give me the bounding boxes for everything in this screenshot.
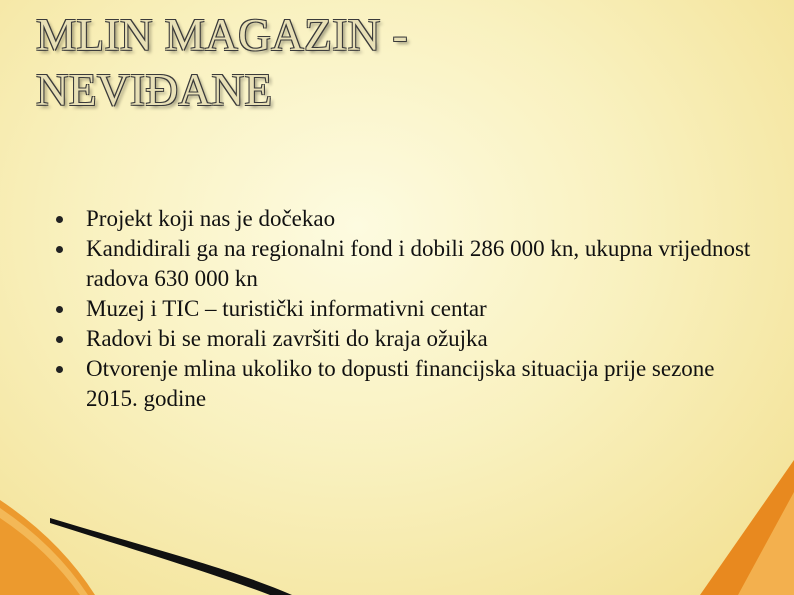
bullet-item <box>56 204 756 234</box>
bullet-list <box>56 204 756 414</box>
slide-title <box>36 8 408 118</box>
orange-wedge-highlight <box>0 508 88 595</box>
black-swoosh <box>50 518 292 595</box>
bullet-text: Otvorenje mlina ukoliko to dopusti financijska situacija prije sezone 2015. godine <box>86 356 715 411</box>
bullet-item <box>56 324 756 354</box>
bullet-text: Radovi bi se morali završiti do kraja ožujka <box>86 326 488 351</box>
bullet-dot-icon <box>56 366 63 373</box>
orange-triangle-bottom-right <box>700 460 794 595</box>
bullet-text: Projekt koji nas je dočekao <box>86 206 336 231</box>
bullet-dot-icon <box>56 336 63 343</box>
orange-wedge-bottom-left <box>0 500 95 595</box>
bullet-dot-icon <box>56 306 63 313</box>
bullet-item <box>56 294 756 324</box>
bullet-text: Muzej i TIC – turistički informativni centar <box>86 296 487 321</box>
title-line-2: NEVIĐANE <box>36 64 273 115</box>
bullet-text: Kandidirali ga na regionalni fond i dobili 286 000 kn, ukupna vrijednost radova 630 000 kn <box>86 236 751 291</box>
title-line-1: MLIN MAGAZIN - <box>36 10 408 60</box>
bullet-item <box>56 354 756 414</box>
orange-triangle-highlight <box>738 492 794 595</box>
bullet-dot-icon <box>56 216 63 223</box>
bullet-dot-icon <box>56 246 63 253</box>
bullet-item <box>56 234 756 294</box>
